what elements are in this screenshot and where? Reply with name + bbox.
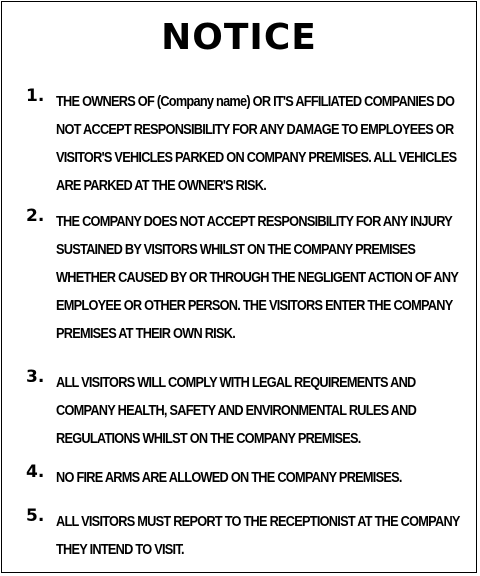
item-text bbox=[56, 508, 460, 564]
item-text bbox=[56, 208, 459, 348]
item-number: 4. bbox=[26, 462, 45, 482]
item-text-line: NOT ACCEPT RESPONSIBILITY FOR ANY DAMAGE TO EMPLOYEES OR bbox=[56, 122, 454, 138]
item-text-line: THE COMPANY DOES NOT ACCEPT RESPONSIBILITY FOR ANY INJURY bbox=[56, 214, 452, 230]
item-text-line: ALL VISITORS WILL COMPLY WITH LEGAL REQUIREMENTS AND bbox=[56, 375, 416, 391]
item-text-line: PREMISES AT THEIR OWN RISK. bbox=[56, 326, 236, 342]
item-number: 5. bbox=[26, 506, 45, 526]
item-text-line: REGULATIONS WHILST ON THE COMPANY PREMISES. bbox=[56, 431, 361, 447]
item-text-line: SUSTAINED BY VISITORS WHILST ON THE COMPANY PREMISES bbox=[56, 242, 416, 258]
item-number: 3. bbox=[26, 367, 45, 387]
item-text-line: COMPANY HEALTH, SAFETY AND ENVIRONMENTAL RULES AND bbox=[56, 403, 417, 419]
item-number: 2. bbox=[26, 206, 45, 226]
item-text-line: VISITOR'S VEHICLES PARKED ON COMPANY PREMISES. ALL VEHICLES bbox=[56, 150, 457, 166]
notice-sign bbox=[1, 1, 477, 573]
notice-title: NOTICE bbox=[161, 17, 317, 58]
item-text bbox=[56, 369, 419, 453]
item-text bbox=[56, 88, 457, 200]
item-text-line: ARE PARKED AT THE OWNER'S RISK. bbox=[56, 178, 267, 194]
item-text bbox=[56, 464, 419, 492]
item-number: 1. bbox=[26, 86, 45, 106]
item-text-line: NO FIRE ARMS ARE ALLOWED ON THE COMPANY PREMISES. bbox=[56, 470, 402, 486]
item-text-line: EMPLOYEE OR OTHER PERSON. THE VISITORS ENTER THE COMPANY bbox=[56, 298, 453, 314]
item-text-line: THE OWNERS OF (Company name) OR IT'S AFFILIATED COMPANIES DO bbox=[56, 94, 455, 110]
item-text-line: THEY INTEND TO VISIT. bbox=[56, 542, 184, 558]
item-text-line: ALL VISITORS MUST REPORT TO THE RECEPTIONIST AT THE COMPANY bbox=[56, 514, 460, 530]
item-text-line: WHETHER CAUSED BY OR THROUGH THE NEGLIGENT ACTION OF ANY bbox=[56, 270, 459, 286]
